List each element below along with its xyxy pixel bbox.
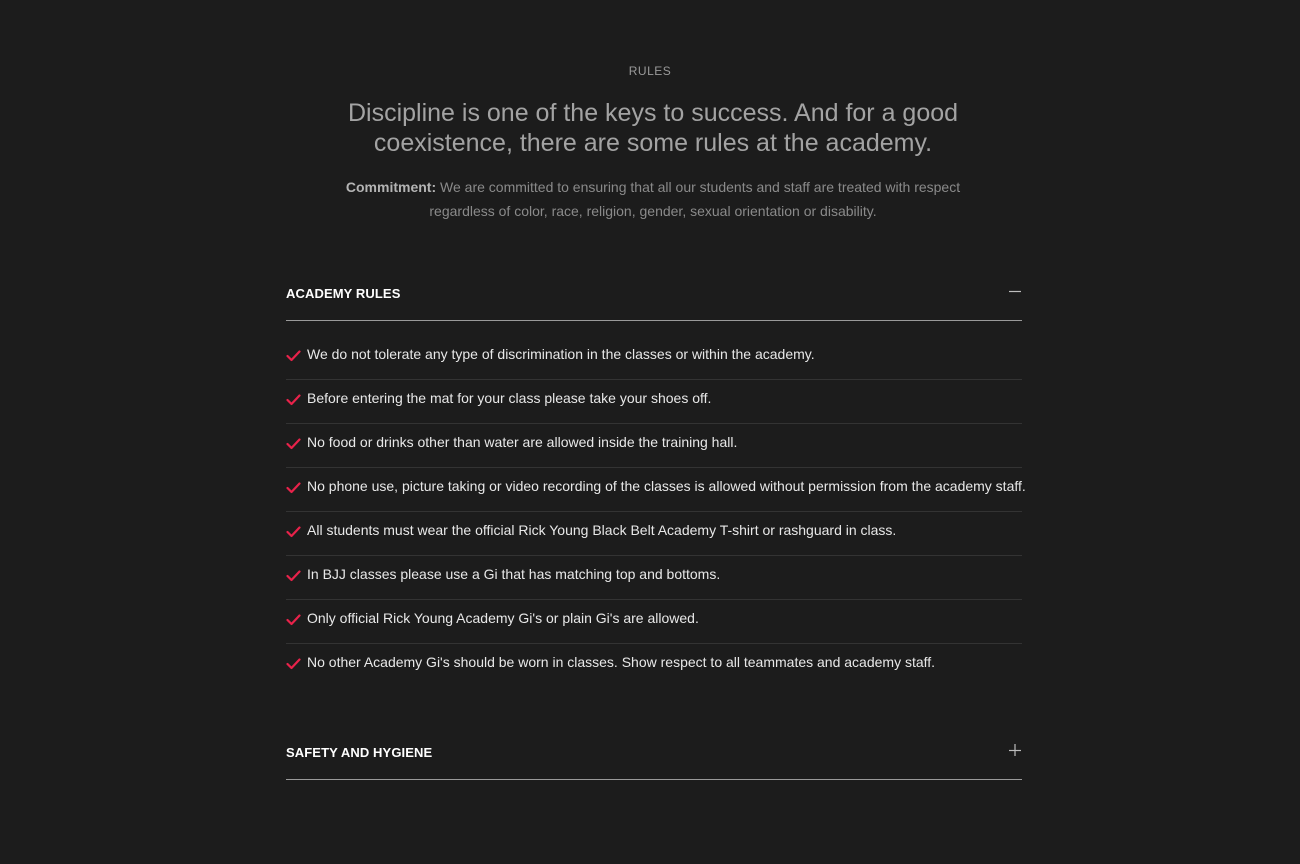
academy-rules-title: ACADEMY RULES <box>286 286 401 301</box>
commitment-label: Commitment: <box>345 179 437 195</box>
rule-text: We do not tolerate any type of discrimination in the classes or within the academy. <box>307 346 815 362</box>
rule-list-item <box>286 424 1022 468</box>
rule-text: No food or drinks other than water are allowed inside the training hall. <box>307 434 738 450</box>
safety-hygiene-title: SAFETY AND HYGIENE <box>286 745 433 760</box>
rule-list-item <box>286 600 1022 644</box>
check-icon <box>286 349 301 361</box>
rule-text: All students must wear the official Rick Young Black Belt Academy T-shirt or rashguard in class. <box>307 522 897 538</box>
rule-list-item <box>286 644 1022 687</box>
academy-rules-list <box>286 336 1026 687</box>
rule-text: No other Academy Gi's should be worn in classes. Show respect to all teammates and academy staff. <box>307 654 936 670</box>
minus-icon[interactable] <box>1008 284 1022 298</box>
academy-rules-accordion <box>286 276 1026 687</box>
page-headline: Discipline is one of the keys to success. And for a good coexistence, there are some rules at the academy. <box>347 99 959 157</box>
check-icon <box>286 437 301 449</box>
rule-text: In BJJ classes please use a Gi that has matching top and bottoms. <box>307 566 721 582</box>
check-icon <box>286 393 301 405</box>
rule-text: No phone use, picture taking or video recording of the classes is allowed without permission from the academy staff. <box>307 478 1026 494</box>
commitment-statement <box>330 175 976 223</box>
check-icon <box>286 613 301 625</box>
safety-hygiene-header[interactable] <box>286 735 1022 780</box>
rule-text: Only official Rick Young Academy Gi's or plain Gi's are allowed. <box>307 610 699 626</box>
commitment-text: We are committed to ensuring that all our students and staff are treated with respect regardless of color, race, religion, gender, sexual orientation or disability. <box>429 179 961 219</box>
check-icon <box>286 525 301 537</box>
rules-eyebrow: RULES <box>628 64 672 78</box>
plus-icon[interactable] <box>1008 743 1022 757</box>
academy-rules-header[interactable] <box>286 276 1022 321</box>
rule-list-item <box>286 468 1026 512</box>
rule-list-item <box>286 512 1022 556</box>
check-icon <box>286 569 301 581</box>
rule-list-item <box>286 556 1022 600</box>
rule-list-item <box>286 336 1022 380</box>
rule-text: Before entering the mat for your class please take your shoes off. <box>307 390 712 406</box>
check-icon <box>286 657 301 669</box>
safety-hygiene-accordion <box>286 735 1022 780</box>
rule-list-item <box>286 380 1022 424</box>
check-icon <box>286 481 301 493</box>
